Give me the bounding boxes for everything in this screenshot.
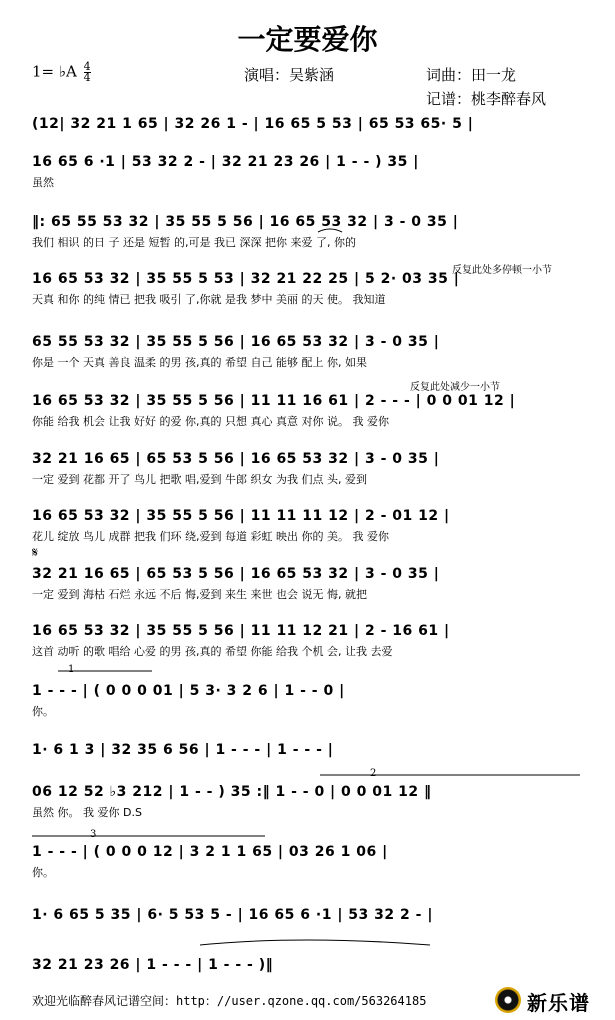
- time-bottom: 4: [83, 71, 91, 84]
- notation-row: 1· 6 1 3 | 32 35 6 56 | 1 - - - | 1 - - - |: [32, 742, 334, 758]
- footer-text: 欢迎光临醉春风记谱空间：http：//user.qzone.qq.com/563264185: [32, 994, 427, 1008]
- transcriber-credit: 记谱：桃李醉春风: [426, 90, 547, 108]
- notation-row: 65 55 53 32 | 35 55 5 56 | 16 65 53 32 | 3 - 0 35 |: [32, 334, 440, 350]
- lyrics-row: 我们 相识 的日 子 还是 短暂 的,可是 我已 深深 把你 来爱 了, 你的: [32, 236, 356, 249]
- lyrics-row: 这首 动听 的歌 唱给 心爱 的男 孩,真的 希望 你能 给我 个机 会, 让我 去爱: [32, 645, 393, 658]
- notation-row: 32 21 16 65 | 65 53 5 56 | 16 65 53 32 | 3 - 0 35 |: [32, 451, 440, 467]
- notation-row: (12| 32 21 1 65 | 32 26 1 - | 16 65 5 53 | 65 53 65· 5 |: [32, 116, 474, 132]
- lyrics-row: 一定 爱到 花都 开了 鸟儿 把歌 唱,爱到 牛郎 织女 为我 们点 头, 爱到: [32, 473, 367, 486]
- key-text: 1= ♭A: [32, 62, 77, 81]
- lyrics-row: 虽然 你。 我 爱你 D.S: [32, 806, 142, 819]
- repeat-note-1: 反复此处多停顿一小节: [452, 265, 552, 276]
- notation-row: 16 65 53 32 | 35 55 5 56 | 11 11 12 21 | 2 - 16 61 |: [32, 623, 450, 639]
- notation-row: 16 65 53 32 | 35 55 5 53 | 32 21 22 25 | 5 2· 03 35 |: [32, 271, 460, 287]
- ending-2-label: 2: [370, 768, 377, 779]
- lyrics-row: 你是 一个 天真 善良 温柔 的男 孩,真的 希望 自己 能够 配上 你, 如果: [32, 356, 367, 369]
- lyrics-row: 虽然: [32, 176, 54, 189]
- notation-row: 06 12 52 ♭3 212 | 1 - - ) 35 :‖ 1 - - 0 | 0 0 01 12 ‖: [32, 784, 432, 800]
- vinyl-disc-icon: [495, 987, 521, 1013]
- lyrics-row: 花儿 绽放 鸟儿 成群 把我 们环 绕,爱到 每道 彩虹 映出 你的 美。 我 爱你: [32, 530, 389, 543]
- ending-1-label: 1: [68, 664, 75, 675]
- notation-row: 16 65 6 ·1 | 53 32 2 - | 32 21 23 26 | 1 - - ) 35 |: [32, 154, 419, 170]
- site-logo: [491, 984, 609, 1016]
- notation-row: ‖: 65 55 53 32 | 35 55 5 56 | 16 65 53 32 | 3 - 0 35 |: [32, 214, 459, 230]
- lyrics-row: 天真 和你 的纯 情已 把我 吸引 了,你就 是我 梦中 美丽 的天 使。 我知道: [32, 293, 386, 306]
- slur-mark: [318, 229, 342, 232]
- notation-row: 16 65 53 32 | 35 55 5 56 | 11 11 11 12 | 2 - 01 12 |: [32, 508, 450, 524]
- notation-row: 32 21 23 26 | 1 - - - | 1 - - - )‖: [32, 957, 274, 973]
- singer-credit: 演唱：吴紫涵: [244, 66, 335, 84]
- time-top: 4: [83, 60, 91, 73]
- score-title: 一定要爱你: [237, 23, 378, 56]
- notation-row: 1 - - - | ( 0 0 0 12 | 3 2 1 1 65 | 03 26 1 06 |: [32, 844, 388, 860]
- ending-3-label: 3: [90, 829, 97, 840]
- lyrics-row: 你。: [32, 705, 54, 718]
- notation-row: 32 21 16 65 | 65 53 5 56 | 16 65 53 32 | 3 - 0 35 |: [32, 566, 440, 582]
- repeat-note-2: 反复此处减少一小节: [410, 382, 500, 393]
- lyrics-row: 一定 爱到 海枯 石烂 永远 不后 悔,爱到 来生 来世 也会 说无 悔, 就把: [32, 588, 367, 601]
- segno-sign: 𝄋: [32, 545, 39, 561]
- logo-text: 新乐谱: [527, 991, 590, 1015]
- lyrics-row: 你。: [32, 866, 54, 879]
- lyrics-row: 你能 给我 机会 让我 好好 的爱 你,真的 只想 真心 真意 对你 说。 我 爱你: [32, 415, 389, 428]
- tie-mark: [200, 940, 430, 945]
- notation-row: 16 65 53 32 | 35 55 5 56 | 11 11 16 61 | 2 - - - | 0 0 01 12 |: [32, 393, 516, 409]
- notation-row: 1· 6 65 5 35 | 6· 5 53 5 - | 16 65 6 ·1 | 53 32 2 - |: [32, 907, 433, 923]
- notation-row: 1 - - - | ( 0 0 0 01 | 5 3· 3 2 6 | 1 - - 0 |: [32, 683, 345, 699]
- composer-credit: 词曲：田一龙: [426, 66, 517, 84]
